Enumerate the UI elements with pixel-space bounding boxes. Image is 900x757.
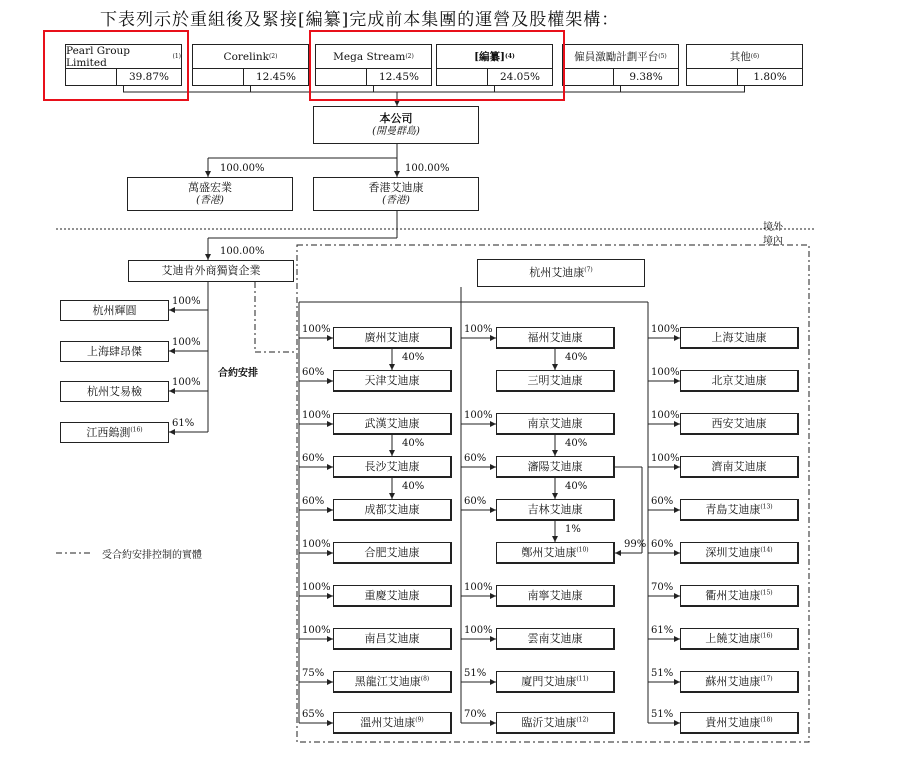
footnote-marker: (17) xyxy=(760,674,773,682)
percentage-label: 40% xyxy=(565,481,588,492)
shareholder-name: Pearl Group Limited (1) xyxy=(66,44,181,69)
entity-name: 成都艾迪康 xyxy=(364,502,420,516)
entity-name: 福州艾迪康 xyxy=(527,330,583,344)
shareholding-percentage: 12.45% xyxy=(378,71,420,83)
entity-name: 蘇州艾迪康$^{(17)}$ xyxy=(705,674,773,688)
footnote-marker: (16) xyxy=(760,631,773,639)
shareholding-percentage: 24.05% xyxy=(499,71,541,83)
arrow-head xyxy=(169,307,175,313)
company-box xyxy=(313,106,479,144)
entity-name: 瀋陽艾迪康 xyxy=(527,459,583,473)
percentage-label: 100% xyxy=(464,410,493,421)
entity-name: 重慶艾迪康 xyxy=(364,588,420,602)
entity-name: 北京艾迪康 xyxy=(711,373,767,387)
percentage-label: 40% xyxy=(402,438,425,449)
contract-arrangement-label: 合約安排 xyxy=(218,368,258,379)
shareholder-box xyxy=(562,44,679,86)
footnote-marker: (11) xyxy=(576,674,589,682)
subsidiary-box xyxy=(680,413,799,435)
footnote-marker: (15) xyxy=(760,588,773,596)
entity-name: 上海肆昂傑 xyxy=(87,344,142,358)
arrow-head xyxy=(169,388,175,394)
percentage-label: 65% xyxy=(302,709,325,720)
subsidiary-box-wansheng xyxy=(127,177,293,211)
subsidiary-box xyxy=(60,381,169,402)
percentage-label: 75% xyxy=(302,668,325,679)
entity-name: 長沙艾迪康 xyxy=(364,459,420,473)
subsidiary-box xyxy=(496,628,615,650)
percentage-label: 51% xyxy=(464,668,487,679)
entity-name: 江西鎢測$^{(16)}$ xyxy=(86,425,143,439)
footnote-marker: (8) xyxy=(420,674,430,682)
subsidiary-box xyxy=(680,628,799,650)
shareholding-percentage: 1.80% xyxy=(753,71,787,83)
percentage-label: 100% xyxy=(302,582,331,593)
entity-name: 貴州艾迪康$^{(18)}$ xyxy=(705,715,773,729)
percentage-label: 61% xyxy=(651,625,674,636)
entity-name: 雲南艾迪康 xyxy=(527,631,583,645)
subsidiary-box xyxy=(333,542,452,564)
subsidiary-box xyxy=(60,422,169,443)
subsidiary-box xyxy=(496,413,615,435)
entity-name: 廣州艾迪康 xyxy=(364,330,420,344)
arrow-head xyxy=(169,348,175,354)
subsidiary-box xyxy=(680,456,799,478)
footnote-marker: (4) xyxy=(505,53,515,60)
percentage-label: 100% xyxy=(172,296,201,307)
shareholder-name: Mega Stream (2) xyxy=(316,45,431,69)
percentage-label: 60% xyxy=(651,539,674,550)
footnote-marker: (10) xyxy=(576,545,589,553)
footnote-marker: (14) xyxy=(760,545,773,553)
entity-name: 杭州艾易檢 xyxy=(87,384,142,398)
percentage-label: 100% xyxy=(464,582,493,593)
percentage-label: 40% xyxy=(565,438,588,449)
entity-name: 上海艾迪康 xyxy=(711,330,767,344)
shareholder-box xyxy=(686,44,803,86)
entity-name: 青島艾迪康$^{(13)}$ xyxy=(705,502,773,516)
entity-name: 香港艾迪康 xyxy=(368,180,424,194)
entity-name: 萬盛宏業 xyxy=(188,180,232,194)
footnote-marker: (18) xyxy=(760,715,773,723)
percentage-label: 70% xyxy=(651,582,674,593)
footnote-marker: (2) xyxy=(405,53,414,60)
subsidiary-box xyxy=(496,542,615,564)
page-title: 下表列示於重組後及緊接[編纂]完成前本集團的運營及股權架構： xyxy=(100,10,620,30)
entity-name: 上饒艾迪康$^{(16)}$ xyxy=(705,631,773,645)
percentage-label: 100% xyxy=(172,337,201,348)
entity-name: 黑龍江艾迪康$^{(8)}$ xyxy=(354,674,430,688)
entity-jurisdiction: (香港) xyxy=(196,194,224,206)
percentage-label: 100% xyxy=(651,367,680,378)
percentage-label: 100% xyxy=(302,324,331,335)
percentage-label: 51% xyxy=(651,709,674,720)
entity-name: 南昌艾迪康 xyxy=(364,631,420,645)
percentage-label: 70% xyxy=(464,709,487,720)
subsidiary-box xyxy=(333,456,452,478)
shareholder-name: Corelink (2) xyxy=(193,45,308,69)
entity-name: 武漢艾迪康 xyxy=(364,416,420,430)
wfoe-box xyxy=(128,260,294,282)
subsidiary-box xyxy=(680,327,799,349)
percentage-label: 60% xyxy=(302,453,325,464)
percentage-label: 60% xyxy=(302,367,325,378)
entity-name: 濟南艾迪康 xyxy=(711,459,767,473)
subsidiary-box xyxy=(333,499,452,521)
shareholding-percentage: 39.87% xyxy=(128,71,170,83)
percentage-label: 1% xyxy=(565,524,581,535)
entity-name: 西安艾迪康 xyxy=(711,416,767,430)
entity-name: 鄭州艾迪康$^{(10)}$ xyxy=(521,545,589,559)
entity-name: 天津艾迪康 xyxy=(364,373,420,387)
subsidiary-box xyxy=(496,499,615,521)
percentage-label: 100% xyxy=(651,410,680,421)
entity-name: 溫州艾迪康$^{(9)}$ xyxy=(360,715,424,729)
subsidiary-box xyxy=(496,456,615,478)
footnote-marker: (5) xyxy=(658,53,667,60)
footnote-marker: (9) xyxy=(415,715,424,723)
footnote-marker: (6) xyxy=(750,53,760,60)
entity-jurisdiction: (開曼群島) xyxy=(372,125,420,137)
arrow-head xyxy=(615,550,621,556)
shareholder-name: [編纂] (4) xyxy=(437,45,552,69)
percentage-label: 100.00% xyxy=(220,163,265,174)
hangzhou-adicon-box xyxy=(477,259,645,287)
entity-name: 廈門艾迪康$^{(11)}$ xyxy=(521,674,589,688)
percentage-label: 60% xyxy=(464,453,487,464)
shareholder-box xyxy=(192,44,309,86)
shareholding-percentage: 12.45% xyxy=(255,71,297,83)
subsidiary-box xyxy=(680,712,799,734)
percentage-label: 100% xyxy=(464,324,493,335)
entity-name: 南寧艾迪康 xyxy=(527,588,583,602)
footnote-marker: (7) xyxy=(584,266,593,274)
percentage-label: 100% xyxy=(651,453,680,464)
entity-name: 杭州輝圓 xyxy=(92,303,137,317)
entity-name: 南京艾迪康 xyxy=(527,416,583,430)
percentage-label: 100% xyxy=(464,625,493,636)
subsidiary-box-hk-adicon xyxy=(313,177,479,211)
subsidiary-box xyxy=(680,671,799,693)
region-label-offshore: 境外 xyxy=(763,222,783,233)
arrow-head xyxy=(169,429,175,435)
percentage-label: 100% xyxy=(302,539,331,550)
percentage-label: 100% xyxy=(302,625,331,636)
subsidiary-box xyxy=(496,671,615,693)
shareholder-name: 僱員激勵計劃平台 (5) xyxy=(563,45,678,69)
subsidiary-box xyxy=(60,341,169,362)
entity-name: 杭州艾迪康$^{(7)}$ xyxy=(529,266,593,280)
percentage-label: 61% xyxy=(172,418,195,429)
percentage-label: 100.00% xyxy=(220,246,265,257)
entity-name: 艾迪肯外商獨資企業 xyxy=(161,264,261,278)
entity-name: 衢州艾迪康$^{(15)}$ xyxy=(705,588,773,602)
subsidiary-box xyxy=(496,370,615,392)
percentage-label: 100% xyxy=(651,324,680,335)
subsidiary-box xyxy=(496,327,615,349)
entity-name: 合肥艾迪康 xyxy=(364,545,420,559)
percentage-label: 60% xyxy=(302,496,325,507)
subsidiary-box xyxy=(333,413,452,435)
entity-name: 三明艾迪康 xyxy=(527,373,583,387)
subsidiary-box xyxy=(333,712,452,734)
percentage-label: 60% xyxy=(651,496,674,507)
region-label-onshore: 境內 xyxy=(763,236,783,247)
subsidiary-box xyxy=(333,671,452,693)
entity-name: 吉林艾迪康 xyxy=(527,502,583,516)
percentage-label: 99% xyxy=(624,539,647,550)
shareholder-name: 其他 (6) xyxy=(687,45,802,69)
footnote-marker: (13) xyxy=(760,502,773,510)
percentage-label: 51% xyxy=(651,668,674,679)
subsidiary-box xyxy=(496,585,615,607)
footnote-marker: (12) xyxy=(576,715,589,723)
percentage-label: 40% xyxy=(565,352,588,363)
footnote-marker: (16) xyxy=(130,425,143,433)
subsidiary-box xyxy=(333,370,452,392)
subsidiary-box xyxy=(333,628,452,650)
subsidiary-box xyxy=(333,327,452,349)
shareholding-percentage: 9.38% xyxy=(629,71,663,83)
highlight-box-mega-stream xyxy=(309,30,565,101)
subsidiary-box xyxy=(680,585,799,607)
footnote-marker: (1) xyxy=(172,53,181,60)
entity-name: 本公司 xyxy=(379,111,413,125)
percentage-label: 100% xyxy=(172,377,201,388)
subsidiary-box xyxy=(60,300,169,321)
footnote-marker: (2) xyxy=(268,53,278,60)
subsidiary-box xyxy=(333,585,452,607)
percentage-label: 60% xyxy=(464,496,487,507)
entity-jurisdiction: (香港) xyxy=(382,194,410,206)
subsidiary-box xyxy=(680,542,799,564)
subsidiary-box xyxy=(496,712,615,734)
percentage-label: 100% xyxy=(302,410,331,421)
percentage-label: 40% xyxy=(402,352,425,363)
subsidiary-box xyxy=(680,499,799,521)
legend-label: 受合約安排控制的實體 xyxy=(102,550,202,561)
percentage-label: 40% xyxy=(402,481,425,492)
highlight-box-pearl xyxy=(43,30,189,101)
entity-name: 深圳艾迪康$^{(14)}$ xyxy=(705,545,773,559)
percentage-label: 100.00% xyxy=(405,163,450,174)
subsidiary-box xyxy=(680,370,799,392)
entity-name: 臨沂艾迪康$^{(12)}$ xyxy=(521,715,589,729)
